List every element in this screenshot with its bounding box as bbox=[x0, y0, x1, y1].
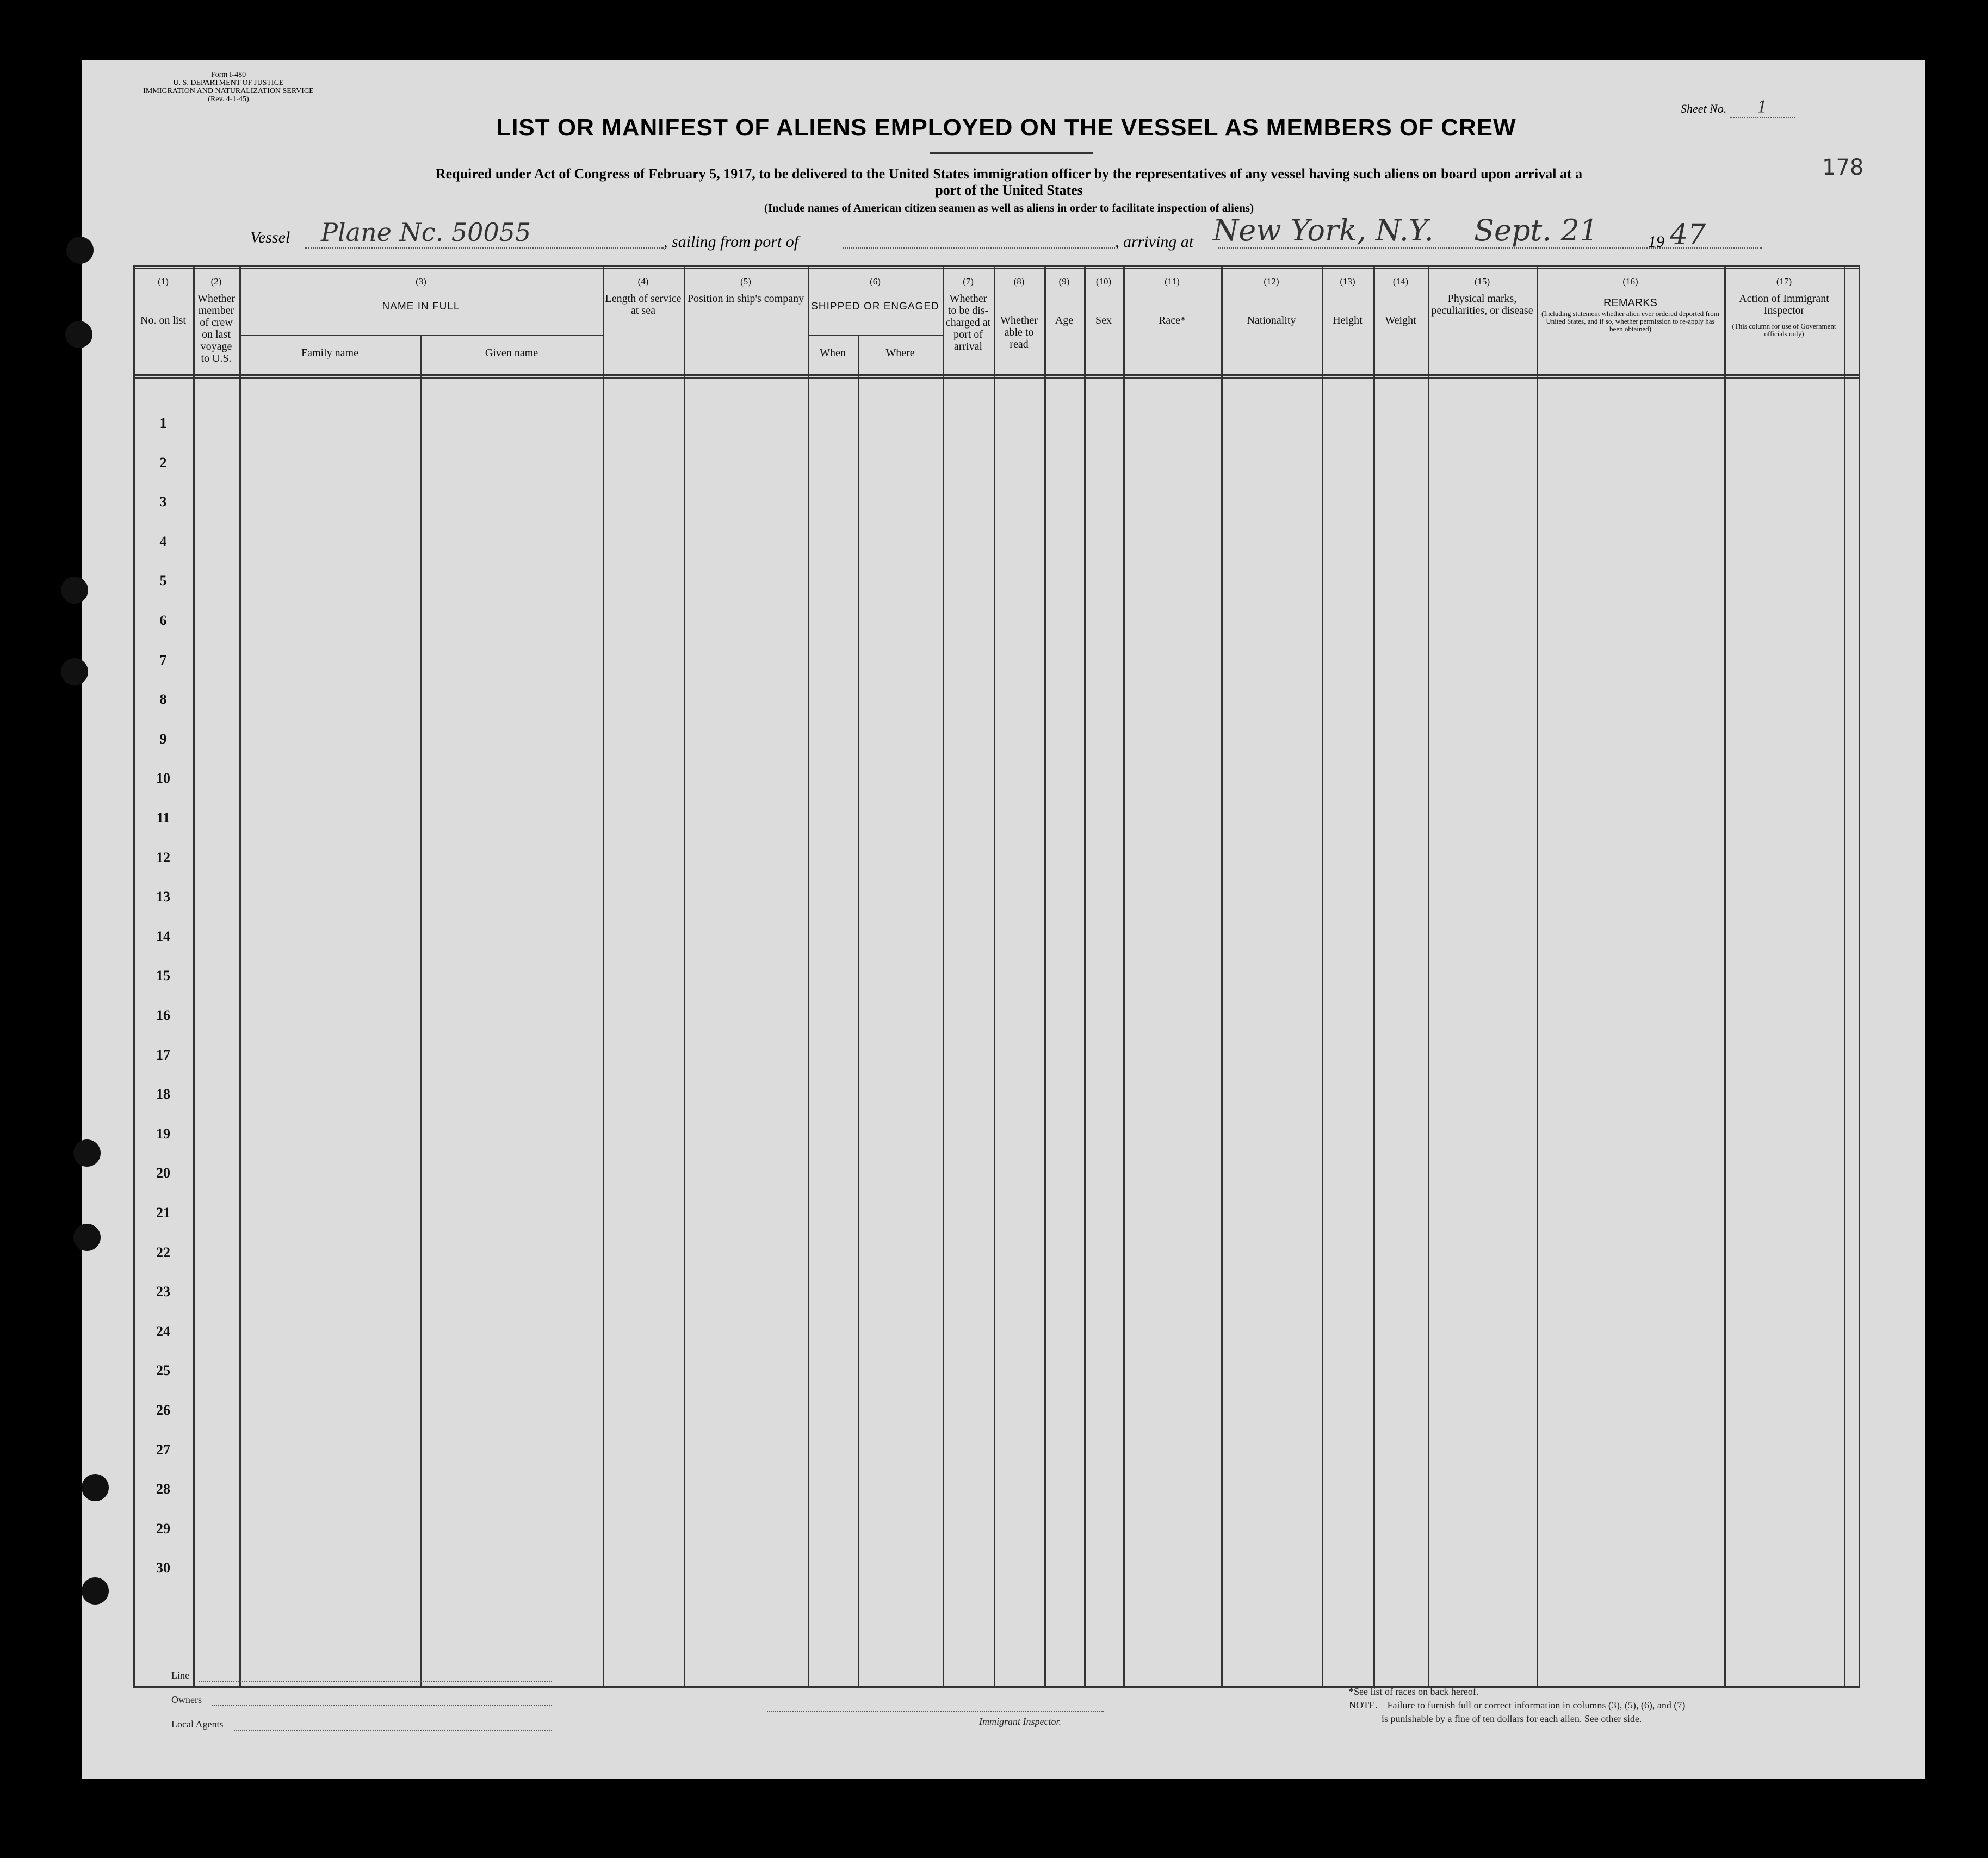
column-number: (14) bbox=[1392, 276, 1409, 287]
column-rule bbox=[994, 265, 995, 1688]
column-header: Race* bbox=[1159, 314, 1186, 326]
year-prefix: 19 bbox=[1648, 233, 1664, 251]
column-header: Whether member of crew on last voyage to U.S. bbox=[197, 293, 235, 364]
column-header: Length of service at sea bbox=[605, 293, 682, 317]
row-number: 27 bbox=[156, 1441, 170, 1458]
column-rule bbox=[1123, 265, 1125, 1688]
inspector-label: Immigrant Inspector. bbox=[979, 1716, 1061, 1727]
stamp-number: 178 bbox=[1822, 155, 1864, 180]
punch-hole bbox=[61, 658, 88, 685]
column-header: SHIPPED OR ENGAGED bbox=[811, 301, 939, 312]
column-header: NAME IN FULL bbox=[382, 301, 460, 312]
sailing-label: , sailing from port of bbox=[664, 233, 799, 251]
column-number: (16) bbox=[1622, 276, 1638, 287]
row-number: 7 bbox=[159, 652, 167, 668]
inspector-signature-line bbox=[767, 1711, 1104, 1712]
fine-note-line2: is punishable by a fine of ten dollars for each alien. See other side. bbox=[1382, 1713, 1642, 1724]
column-header: Action of Immigrant Inspector bbox=[1739, 293, 1829, 317]
row-number: 28 bbox=[156, 1481, 170, 1497]
row-number: 23 bbox=[156, 1284, 170, 1300]
table-top-border-inner bbox=[133, 268, 1860, 269]
vessel-label: Vessel bbox=[250, 228, 290, 246]
row-number: 16 bbox=[156, 1007, 170, 1023]
footer-agents-label: Local Agents bbox=[171, 1719, 224, 1730]
sailing-field-line bbox=[843, 247, 1115, 249]
row-number: 2 bbox=[159, 454, 167, 470]
column-rule bbox=[943, 265, 944, 1688]
column-number: (17) bbox=[1776, 276, 1792, 287]
column-rule bbox=[1844, 265, 1845, 1688]
column-rule bbox=[1859, 265, 1860, 1688]
year-value: 47 bbox=[1670, 219, 1706, 251]
column-header: Nationality bbox=[1247, 314, 1296, 326]
column-rule bbox=[193, 265, 195, 1688]
footer-owners-field bbox=[212, 1705, 552, 1706]
form-identification bbox=[141, 71, 315, 103]
punch-hole bbox=[73, 1224, 101, 1251]
row-number: 10 bbox=[156, 770, 170, 786]
row-number: 18 bbox=[156, 1086, 170, 1103]
row-number: 29 bbox=[156, 1520, 170, 1537]
row-number: 14 bbox=[156, 928, 170, 944]
table-header-border bbox=[133, 374, 1860, 376]
page-title: LIST OR MANIFEST OF ALIENS EMPLOYED ON THE VESSEL AS MEMBERS OF CREW bbox=[496, 114, 1516, 141]
row-number: 17 bbox=[156, 1046, 170, 1063]
row-number: 21 bbox=[156, 1205, 170, 1221]
row-number: 19 bbox=[156, 1125, 170, 1142]
title-rule bbox=[930, 152, 1093, 154]
column-subheader: Where bbox=[885, 347, 915, 359]
column-number: (7) bbox=[963, 276, 974, 287]
row-number: 15 bbox=[156, 968, 170, 984]
column-header-note: (Including statement whether alien ever ordered deported from United States, and if so, whether permission to re-apply has been obtained) bbox=[1541, 309, 1719, 333]
column-number: (11) bbox=[1165, 276, 1180, 287]
column-header: Sex bbox=[1095, 314, 1112, 326]
vessel-field-line bbox=[305, 247, 664, 249]
row-number: 26 bbox=[156, 1402, 170, 1418]
column-header: Age bbox=[1055, 314, 1074, 326]
row-number: 9 bbox=[159, 730, 167, 747]
table-top-border bbox=[133, 265, 1860, 267]
row-number: 12 bbox=[156, 849, 170, 865]
sheet-number-label: Sheet No. bbox=[1681, 102, 1727, 115]
crew-table bbox=[133, 265, 1860, 1690]
sub-column-rule bbox=[858, 335, 859, 1688]
punch-hole bbox=[73, 1139, 101, 1167]
table-bottom-border bbox=[133, 1686, 1860, 1688]
shipped-subheader-rule bbox=[808, 335, 943, 336]
punch-hole bbox=[82, 1577, 109, 1605]
column-rule bbox=[1724, 265, 1726, 1688]
column-rule bbox=[684, 265, 685, 1688]
column-header: REMARKS bbox=[1603, 297, 1657, 309]
column-number: (13) bbox=[1340, 276, 1355, 287]
column-subheader: Family name bbox=[301, 347, 358, 359]
row-number: 6 bbox=[159, 612, 167, 628]
arriving-value: New York, N.Y. bbox=[1213, 213, 1434, 247]
column-subheader: Given name bbox=[485, 347, 538, 359]
punch-hole bbox=[65, 321, 92, 348]
column-number: (5) bbox=[740, 276, 751, 287]
form-revision: (Rev. 4-1-45) bbox=[208, 95, 249, 103]
manifest-sheet bbox=[82, 60, 1925, 1779]
column-number: (4) bbox=[637, 276, 649, 287]
arriving-label: , arriving at bbox=[1115, 233, 1194, 251]
row-number: 11 bbox=[156, 810, 170, 826]
table-header-border-inner bbox=[133, 377, 1860, 379]
column-number: (12) bbox=[1264, 276, 1279, 287]
form-number: Form I-480 bbox=[210, 71, 246, 79]
punch-hole bbox=[82, 1474, 109, 1501]
column-number: (15) bbox=[1474, 276, 1490, 287]
races-note: *See list of races on back hereof. bbox=[1349, 1686, 1479, 1697]
row-number: 3 bbox=[159, 494, 167, 510]
punch-hole bbox=[66, 237, 94, 264]
column-rule bbox=[808, 265, 809, 1688]
column-header: Height bbox=[1333, 314, 1363, 326]
column-header: Whether able to read bbox=[1000, 314, 1038, 350]
column-number: (3) bbox=[416, 276, 426, 287]
column-subheader: When bbox=[820, 347, 846, 359]
column-header: Position in ship's company bbox=[687, 293, 804, 305]
column-number: (8) bbox=[1013, 276, 1025, 287]
column-rule bbox=[1084, 265, 1086, 1688]
footer-line-field bbox=[199, 1681, 552, 1682]
column-rule bbox=[603, 265, 604, 1688]
row-number: 1 bbox=[159, 415, 167, 431]
column-number: (10) bbox=[1095, 276, 1112, 287]
row-number: 8 bbox=[159, 691, 167, 708]
row-number: 30 bbox=[156, 1560, 170, 1576]
column-number: (6) bbox=[870, 276, 881, 287]
column-header: Weight bbox=[1385, 314, 1416, 326]
column-header: Whether to be dis-charged at port of arrival bbox=[945, 293, 991, 352]
form-department: U. S. DEPARTMENT OF JUSTICE bbox=[173, 79, 284, 87]
fine-note-line1: NOTE.—Failure to furnish full or correct information in columns (3), (5), (6), and (7) bbox=[1349, 1700, 1686, 1711]
punch-hole bbox=[61, 577, 88, 604]
row-number: 13 bbox=[156, 889, 170, 905]
sheet-number-value: 1 bbox=[1730, 98, 1795, 118]
row-number: 25 bbox=[156, 1362, 170, 1379]
column-number: (2) bbox=[210, 276, 222, 287]
vessel-value: Plane Nc. 50055 bbox=[321, 218, 531, 247]
sub-column-rule bbox=[420, 335, 422, 1688]
row-number: 22 bbox=[156, 1244, 170, 1260]
row-number: 24 bbox=[156, 1323, 170, 1339]
subtitle-line1: Required under Act of Congress of February 5, 1917, to be delivered to the United States immigration officer by the representatives of any vessel having such aliens on board upon arrival at a bbox=[435, 166, 1583, 182]
column-rule bbox=[1322, 265, 1323, 1688]
column-rule bbox=[1428, 265, 1429, 1688]
column-number: (1) bbox=[158, 276, 169, 287]
row-number: 5 bbox=[159, 573, 167, 589]
footer-owners-label: Owners bbox=[171, 1694, 202, 1705]
column-number: (9) bbox=[1058, 276, 1070, 287]
date-value: Sept. 21 bbox=[1474, 213, 1599, 247]
form-service: IMMIGRATION AND NATURALIZATION SERVICE bbox=[143, 87, 314, 95]
subtitle-line2: port of the United States bbox=[935, 182, 1083, 198]
column-header-note: (This column for use of Government officials only) bbox=[1732, 322, 1836, 338]
footer-line-label: Line bbox=[171, 1670, 189, 1681]
footer-agents-field bbox=[234, 1730, 552, 1731]
subtitle-line3: (Include names of American citizen seamen as well as aliens in order to facilitate inspection of aliens) bbox=[764, 201, 1254, 214]
column-rule bbox=[1044, 265, 1046, 1688]
row-number: 4 bbox=[159, 533, 167, 549]
column-rule bbox=[1537, 265, 1538, 1688]
column-rule bbox=[1221, 265, 1223, 1688]
row-number: 20 bbox=[156, 1165, 170, 1181]
column-rule bbox=[1373, 265, 1375, 1688]
column-rule bbox=[239, 265, 241, 1688]
column-header: Physical marks, peculiarities, or disease bbox=[1431, 293, 1533, 317]
column-header: No. on list bbox=[140, 314, 186, 326]
